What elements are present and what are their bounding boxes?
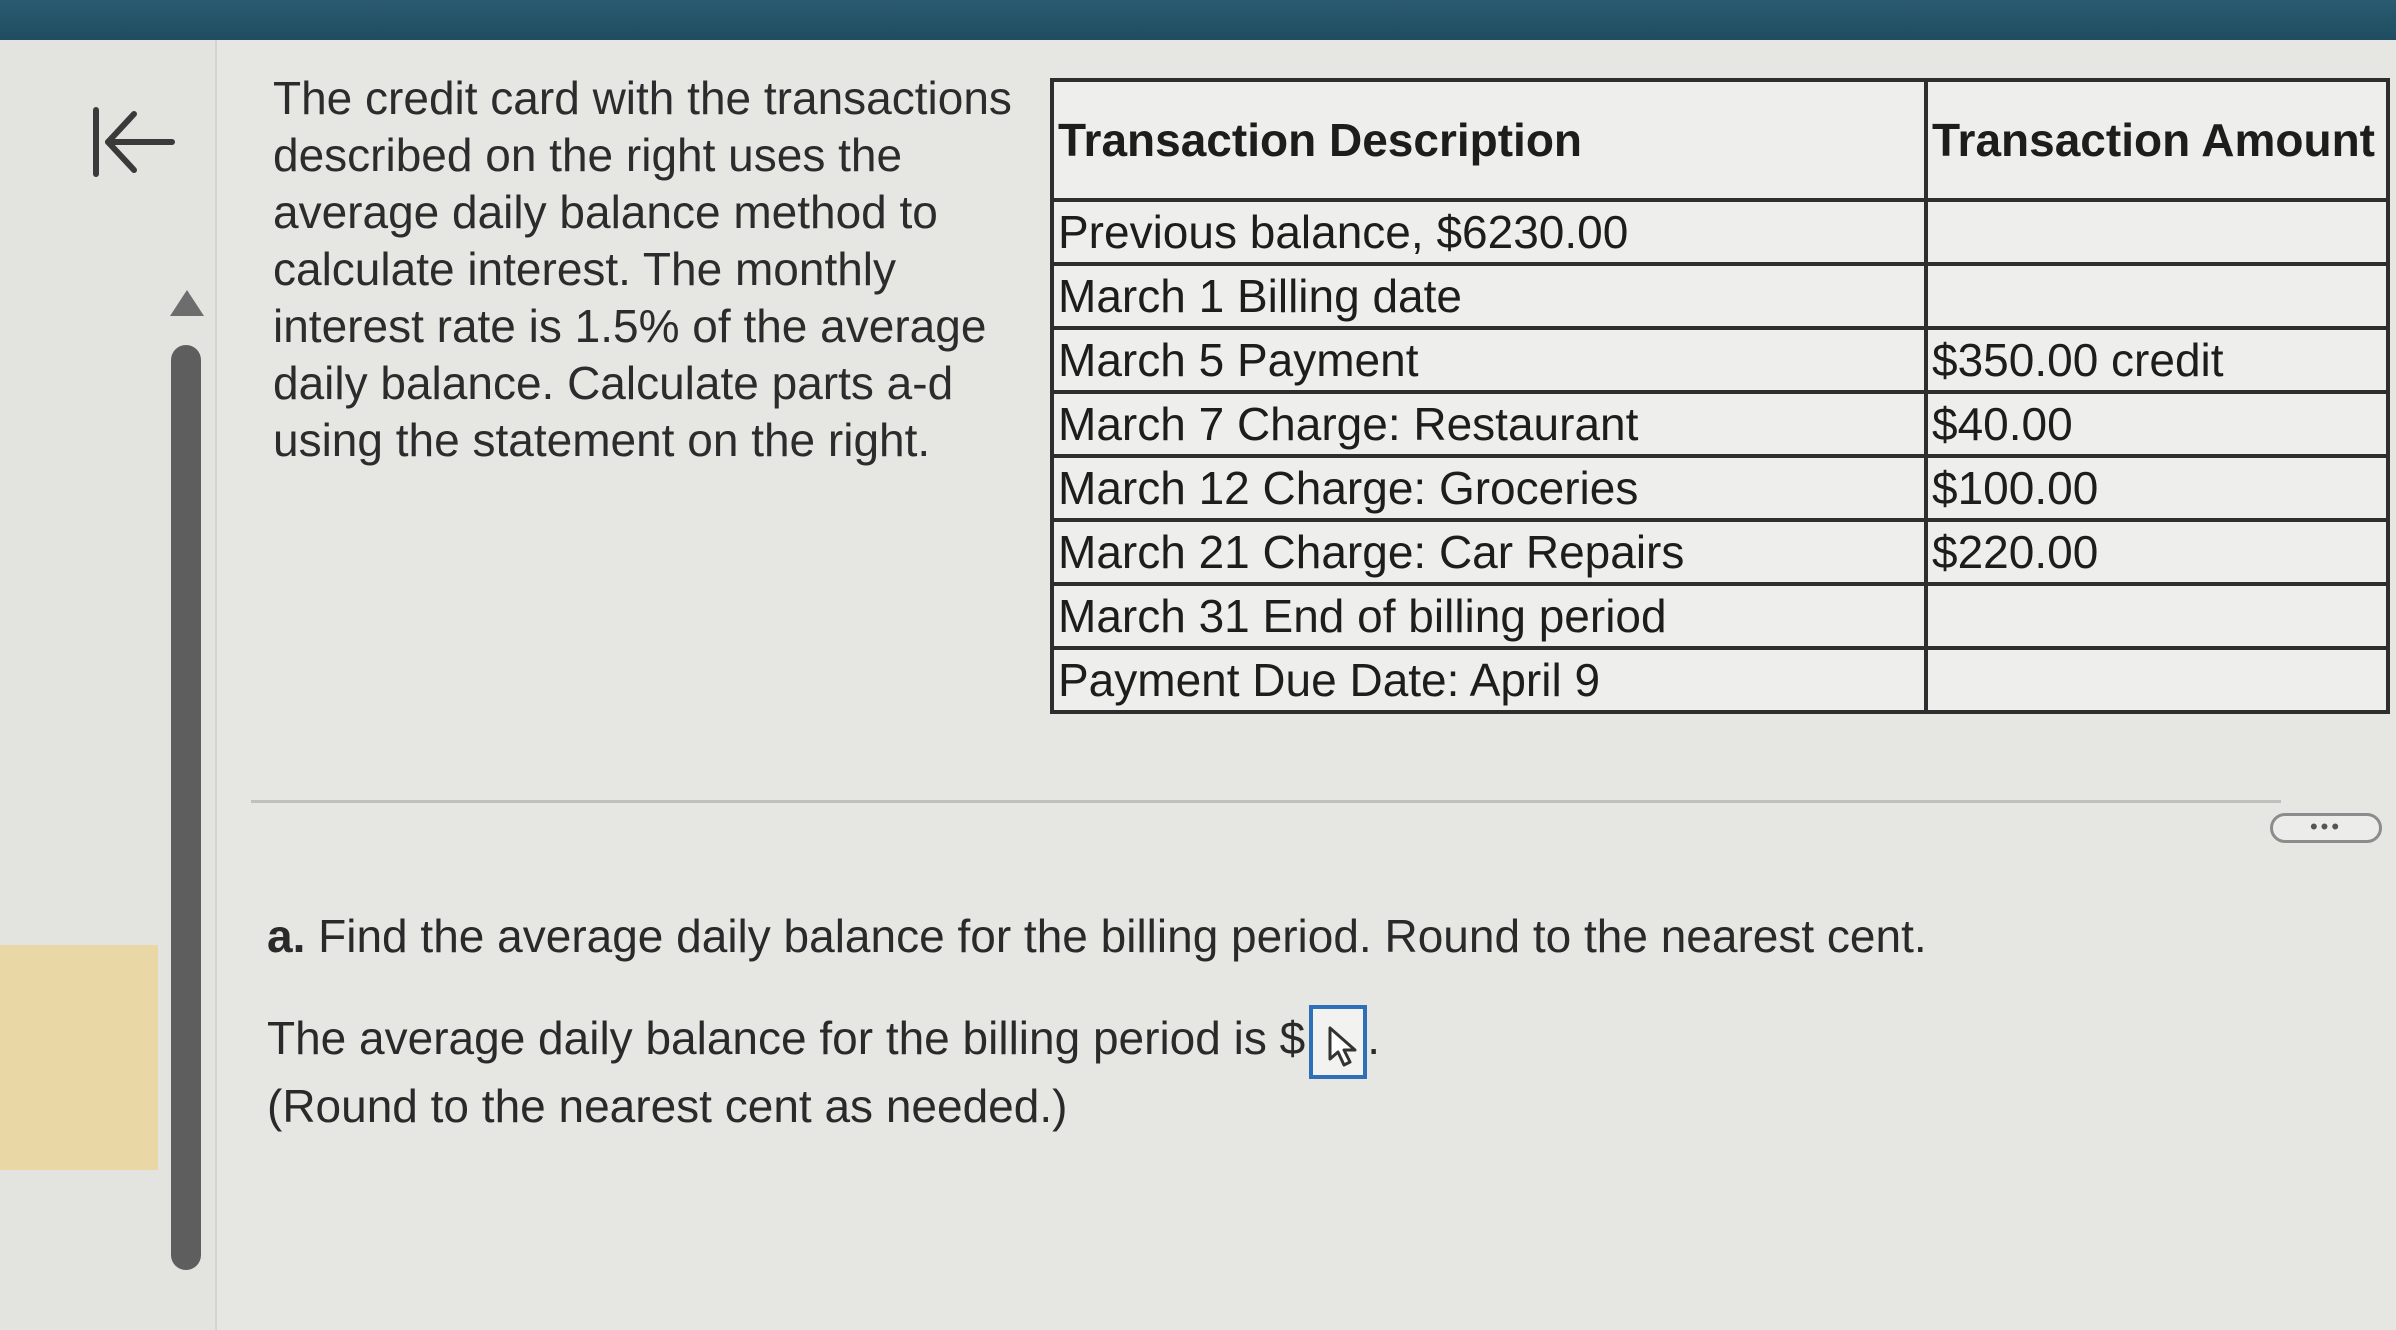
section-divider (251, 800, 2281, 803)
table-row (1052, 328, 2388, 392)
side-highlight (0, 945, 158, 1170)
rounding-hint: (Round to the nearest cent as needed.) (267, 1080, 1068, 1132)
question-text: Find the average daily balance for the billing period. Round to the nearest cent. (318, 910, 1927, 962)
question-part-a (267, 908, 1927, 964)
row-amount (1926, 584, 2388, 648)
table-row (1052, 264, 2388, 328)
answer-prefix: The average daily balance for the billing period is $ (267, 1012, 1306, 1065)
scroll-up-icon[interactable] (170, 290, 204, 316)
problem-prompt: The credit card with the transactions described on the right uses the average daily balance method to calculate interest. The monthly interest rate is 1.5% of the average daily balance. Calculate parts a-d using the statement on the right. (273, 72, 1012, 466)
row-description: March 21 Charge: Car Repairs (1052, 520, 1926, 584)
scrollbar[interactable] (171, 345, 201, 1270)
transaction-table (1050, 78, 2390, 714)
table-header-row (1052, 80, 2388, 200)
part-label: a. (267, 910, 306, 962)
back-to-start-button[interactable] (88, 102, 178, 182)
answer-input[interactable] (1309, 1005, 1367, 1079)
row-description: March 1 Billing date (1052, 264, 1926, 328)
table-row (1052, 456, 2388, 520)
answer-line (267, 1005, 1380, 1079)
table-row (1052, 520, 2388, 584)
row-amount: $350.00 credit (1926, 328, 2388, 392)
table-row (1052, 584, 2388, 648)
answer-suffix: . (1367, 1012, 1380, 1065)
row-amount (1926, 648, 2388, 712)
top-bar (0, 0, 2396, 40)
header-amount: Transaction Amount (1926, 80, 2388, 200)
row-amount (1926, 264, 2388, 328)
row-amount: $40.00 (1926, 392, 2388, 456)
table-row (1052, 648, 2388, 712)
row-amount (1926, 200, 2388, 264)
back-to-start-icon (88, 102, 178, 182)
main-content (215, 40, 2396, 1330)
row-description: March 7 Charge: Restaurant (1052, 392, 1926, 456)
row-description: March 12 Charge: Groceries (1052, 456, 1926, 520)
more-options-button[interactable]: ••• (2270, 813, 2382, 843)
row-description: Payment Due Date: April 9 (1052, 648, 1926, 712)
header-description: Transaction Description (1052, 80, 1926, 200)
table-row (1052, 392, 2388, 456)
row-amount: $220.00 (1926, 520, 2388, 584)
row-description: March 5 Payment (1052, 328, 1926, 392)
mouse-pointer-icon (1327, 1025, 1363, 1069)
row-description: March 31 End of billing period (1052, 584, 1926, 648)
table-row (1052, 200, 2388, 264)
row-amount: $100.00 (1926, 456, 2388, 520)
row-description: Previous balance, $6230.00 (1052, 200, 1926, 264)
